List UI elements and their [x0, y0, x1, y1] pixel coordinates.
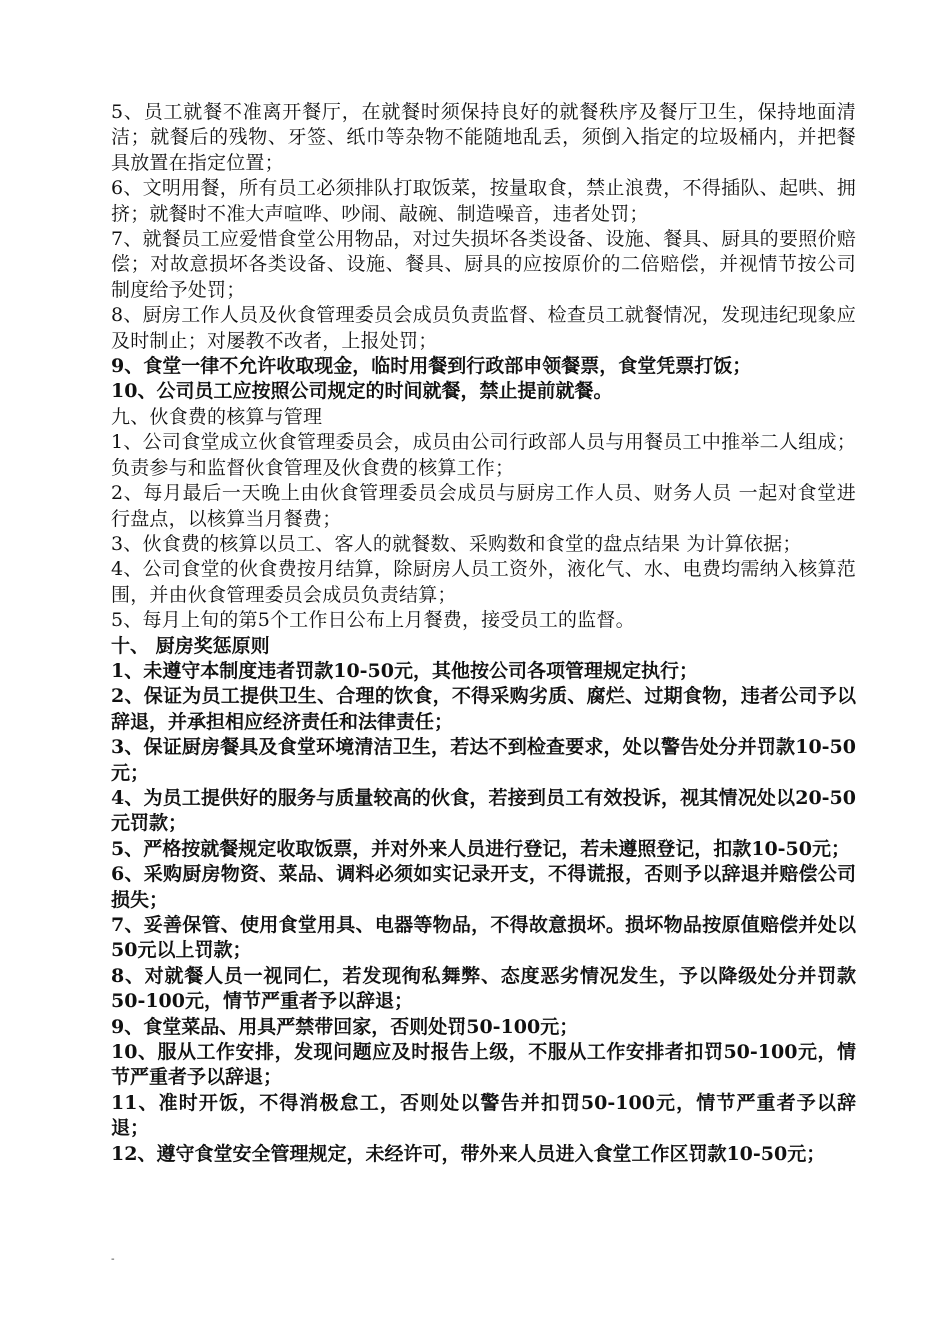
section10-item-1: 1、未遵守本制度违者罚款10-50元，其他按公司各项管理规定执行； — [111, 659, 698, 682]
section9-item-4: 4、公司食堂的伙食费按月结算，除厨房人员工资外，液化气、水、电费均需纳入核算范围，并由伙食管理委员会成员负责结算； — [111, 558, 856, 606]
section10-item-11: 11、准时开饭，不得消极怠工，否则处以警告并扣罚50-100元，情节严重者予以辞退； — [111, 1091, 856, 1140]
page-footer-mark: - — [111, 1254, 115, 1265]
section10-item-9: 9、食堂菜品、用具严禁带回家，否则处罚50-100元； — [111, 1015, 579, 1038]
section9-heading: 九、伙食费的核算与管理 — [111, 405, 323, 428]
section9-item-5: 5、每月上旬的第5个工作日公布上月餐费，接受员工的监督。 — [111, 609, 635, 632]
section8-item-10: 10、公司员工应按照公司规定的时间就餐，禁止提前就餐。 — [111, 380, 613, 403]
section10-heading: 十、 厨房奖惩原则 — [111, 634, 270, 657]
section9-item-3: 3、伙食费的核算以员工、客人的就餐数、采购数和食堂的盘点结果 为计算依据； — [111, 532, 802, 555]
section8-item-9: 9、食堂一律不允许收取现金，临时用餐到行政部申领餐票，食堂凭票打饭； — [111, 355, 752, 378]
section10-item-2: 2、保证为员工提供卫生、合理的饮食，不得采购劣质、腐烂、过期食物，违者公司予以辞退，并承担相应经济责任和法律责任； — [111, 685, 856, 733]
section8-item-8: 8、厨房工作人员及伙食管理委员会成员负责监督、检查员工就餐情况，发现违纪现象应及时制止；对屡教不改者，上报处罚； — [111, 304, 856, 352]
section8-item-5: 5、员工就餐不准离开餐厅，在就餐时须保持良好的就餐秩序及餐厅卫生，保持地面清洁；就餐后的残物、牙签、纸巾等杂物不能随地乱丢，须倒入指定的垃圾桶内，并把餐具放置在指定位置； — [111, 101, 856, 174]
section10-item-6: 6、采购厨房物资、菜品、调料必须如实记录开支，不得谎报，否则予以辞退并赔偿公司损失； — [111, 863, 856, 911]
section10-item-8: 8、对就餐人员一视同仁，若发现徇私舞弊、态度恶劣情况发生，予以降级处分并罚款50-100元，情节严重者予以辞退； — [111, 964, 856, 1013]
section10-item-3: 3、保证厨房餐具及食堂环境清洁卫生，若达不到检查要求，处以警告处分并罚款10-50元； — [111, 736, 856, 784]
section10-item-7: 7、妥善保管、使用食堂用具、电器等物品，不得故意损坏。损坏物品按原值赔偿并处以50元以上罚款； — [111, 914, 856, 962]
section8-item-7: 7、就餐员工应爱惜食堂公用物品，对过失损坏各类设备、设施、餐具、厨具的要照价赔偿；对故意损坏各类设备、设施、餐具、厨具的应按原价的二倍赔偿，并视情节按公司制度给予处罚； — [111, 228, 856, 301]
section10-item-12: 12、遵守食堂安全管理规定，未经许可，带外来人员进入食堂工作区罚款10-50元； — [111, 1142, 826, 1165]
section9-item-1: 1、公司食堂成立伙食管理委员会，成员由公司行政部人员与用餐员工中推举二人组成；负责参与和监督伙食管理及伙食费的核算工作； — [111, 431, 856, 479]
document-page — [111, 100, 856, 1167]
section10-item-5: 5、严格按就餐规定收取饭票，并对外来人员进行登记，若未遵照登记，扣款10-50元； — [111, 837, 850, 860]
section10-item-4: 4、为员工提供好的服务与质量较高的伙食，若接到员工有效投诉，视其情况处以20-50元罚款； — [111, 786, 856, 835]
section8-item-6: 6、文明用餐，所有员工必须排队打取饭菜，按量取食，禁止浪费，不得插队、起哄、拥挤；就餐时不准大声喧哗、吵闹、敲碗、制造噪音，违者处罚； — [111, 177, 856, 225]
section9-item-2: 2、每月最后一天晚上由伙食管理委员会成员与厨房工作人员、财务人员 一起对食堂进行盘点，以核算当月餐费； — [111, 482, 856, 530]
section10-item-10: 10、服从工作安排，发现问题应及时报告上级，不服从工作安排者扣罚50-100元，情节严重者予以辞退； — [111, 1041, 856, 1089]
